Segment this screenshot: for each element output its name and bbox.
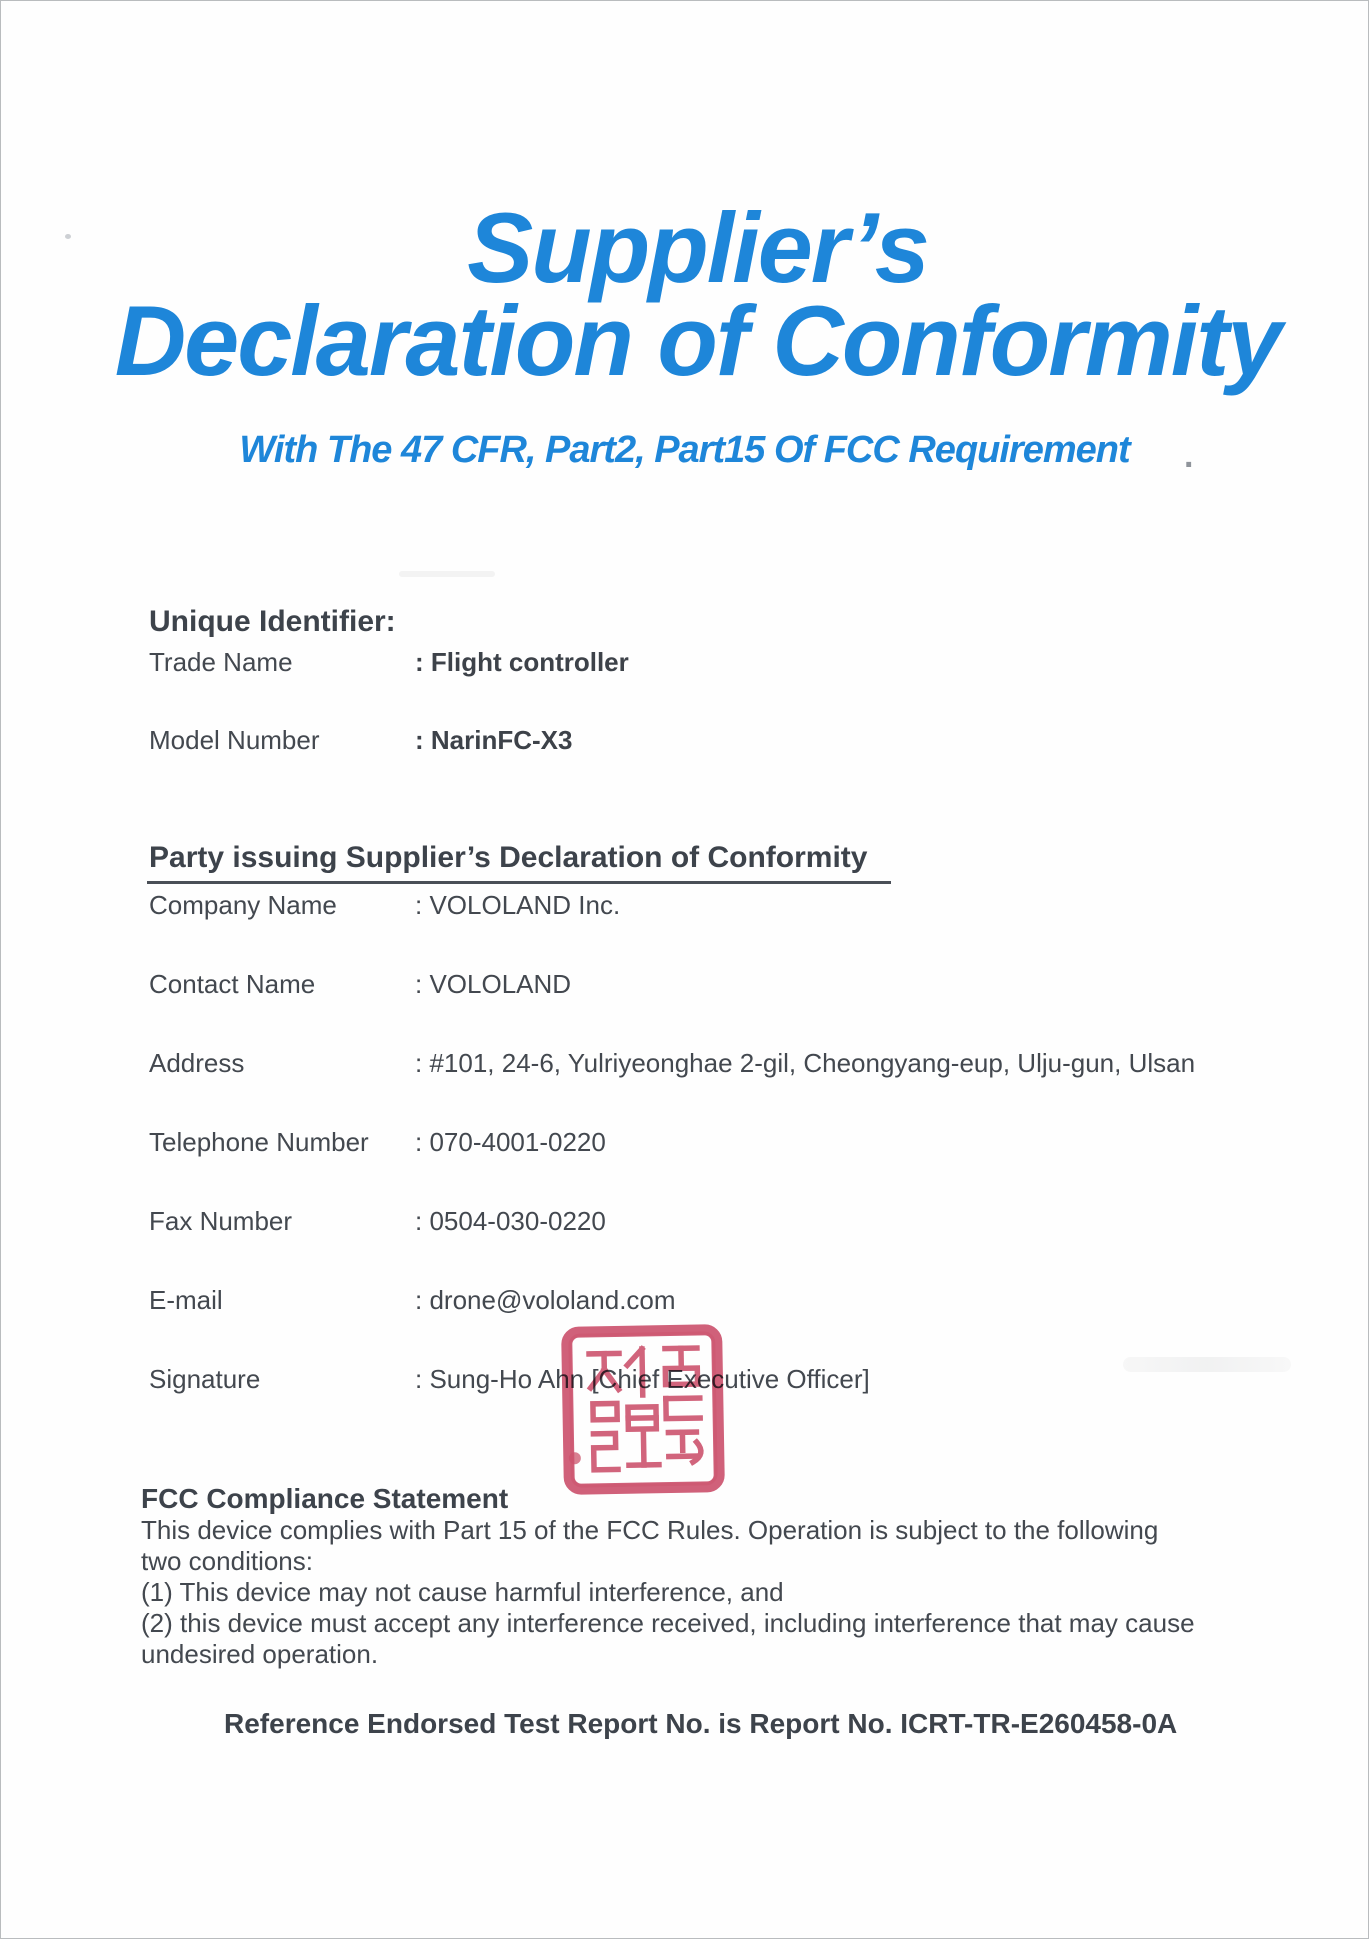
scan-smudge — [399, 571, 495, 577]
email-label: E-mail — [149, 1285, 223, 1315]
fax-number-value: : 0504-030-0220 — [415, 1206, 606, 1236]
row-telephone-number — [149, 1127, 606, 1158]
fax-number-label: Fax Number — [149, 1206, 293, 1236]
fcc-compliance-body — [141, 1515, 1195, 1670]
fcc-condition-2: (2) this device must accept any interference received, including interference that may cause — [141, 1608, 1195, 1638]
email-value: : drone@vololand.com — [415, 1285, 676, 1315]
document-subtitle: With The 47 CFR, Part2, Part15 Of FCC Requirement — [239, 429, 1130, 471]
model-number-label: Model Number — [149, 725, 320, 755]
row-email — [149, 1285, 676, 1316]
fcc-condition-2-continued: undesired operation. — [141, 1639, 379, 1669]
model-number-value: : NarinFC-X3 — [415, 725, 573, 755]
company-name-label: Company Name — [149, 890, 337, 920]
address-label: Address — [149, 1048, 245, 1078]
reference-test-report-line: Reference Endorsed Test Report No. is Report No. ICRT-TR-E260458-0A — [224, 1708, 1178, 1739]
row-model-number — [149, 725, 573, 756]
fcc-statement-line: two conditions: — [141, 1546, 313, 1576]
title-line-2: Declaration of Conformity — [114, 285, 1281, 396]
stray-period-artifact: . — [1184, 437, 1194, 475]
contact-name-value: : VOLOLAND — [415, 969, 572, 999]
fcc-compliance-heading: FCC Compliance Statement — [141, 1483, 509, 1514]
row-fax-number — [149, 1206, 606, 1237]
red-seal-stamp-icon — [559, 1322, 728, 1498]
row-trade-name — [149, 647, 629, 678]
telephone-number-label: Telephone Number — [149, 1127, 369, 1157]
row-contact-name — [149, 969, 572, 1000]
row-signature — [149, 1364, 870, 1395]
party-issuing-heading — [147, 841, 891, 884]
fcc-statement-line: This device complies with Part 15 of the FCC Rules. Operation is subject to the following — [141, 1515, 1159, 1545]
trade-name-value: : Flight controller — [415, 647, 629, 677]
telephone-number-value: : 070-4001-0220 — [415, 1127, 606, 1157]
company-name-value: : VOLOLAND Inc. — [415, 890, 621, 920]
contact-name-label: Contact Name — [149, 969, 316, 999]
row-company-name — [149, 890, 621, 921]
scan-smudge — [1123, 1357, 1291, 1372]
signature-label: Signature — [149, 1364, 261, 1394]
signature-value: : Sung-Ho Ahn [Chief Executive Officer] — [415, 1364, 870, 1394]
unique-identifier-heading: Unique Identifier: — [149, 605, 396, 638]
row-address — [149, 1048, 1196, 1079]
fcc-condition-1: (1) This device may not cause harmful interference, and — [141, 1577, 784, 1607]
address-value: : #101, 24-6, Yulriyeonghae 2-gil, Cheongyang-eup, Ulju-gun, Ulsan — [415, 1048, 1196, 1078]
trade-name-label: Trade Name — [149, 647, 293, 677]
party-issuing-heading-text: Party issuing Supplier’s Declaration of Conformity — [147, 841, 891, 884]
title-line-1: Supplier’s — [467, 192, 928, 303]
document-title — [1, 192, 1368, 396]
